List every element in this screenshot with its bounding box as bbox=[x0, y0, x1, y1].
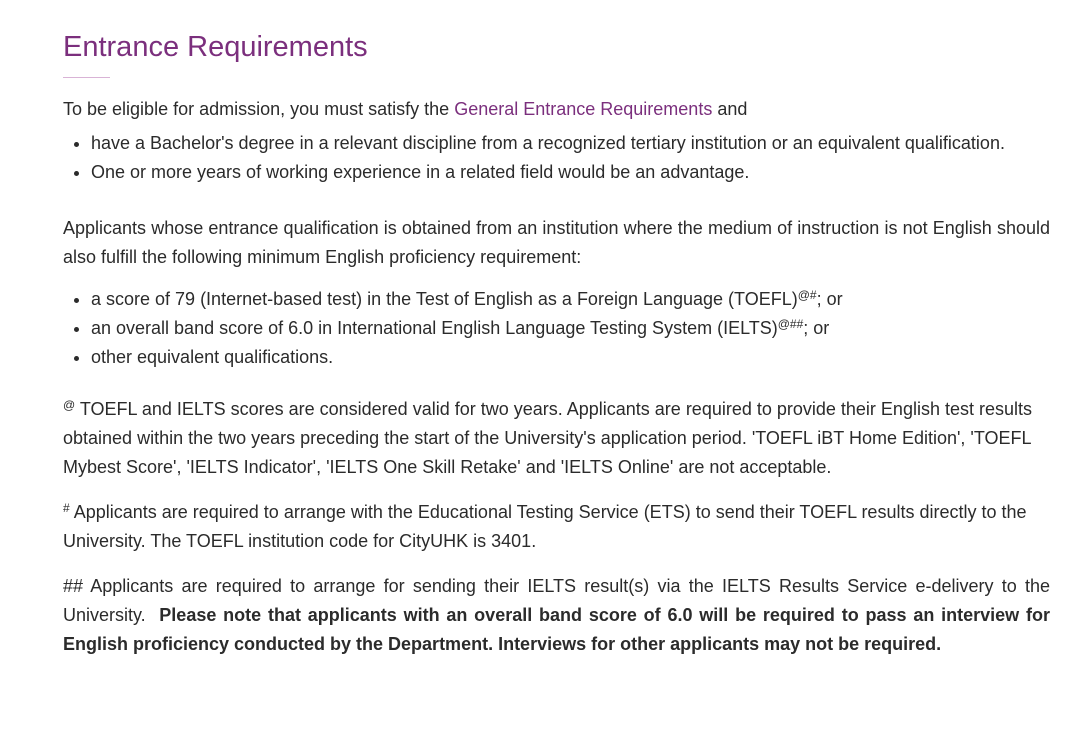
ielts-text: an overall band score of 6.0 in International English Language Testing System (IELTS) bbox=[91, 318, 778, 338]
footnote-double-hash bbox=[63, 572, 1050, 659]
footnote-at bbox=[63, 395, 1050, 482]
list-item: • have a Bachelor's degree in a relevant discipline from a recognized tertiary institution or an equivalent qualification. bbox=[91, 129, 1050, 158]
ielts-tail: ; or bbox=[803, 318, 830, 338]
footnote-hash bbox=[63, 498, 1050, 556]
general-entrance-requirements-link[interactable]: General Entrance Requirements bbox=[454, 99, 713, 119]
ielts-footnote-mark: @## bbox=[777, 317, 804, 331]
footnote-hash-text: Applicants are required to arrange with the Educational Testing Service (ETS) to send their TOEFL results directly to the University. The TOEFL institution code for CityUHK is 3401. bbox=[63, 502, 1027, 551]
toefl-requirement bbox=[91, 285, 1050, 314]
intro-text-after: and bbox=[712, 99, 748, 119]
intro-text-before: To be eligible for admission, you must satisfy the bbox=[63, 99, 455, 119]
title-divider bbox=[63, 77, 110, 78]
toefl-tail: ; or bbox=[816, 289, 843, 309]
footnote-at-mark: @ bbox=[63, 398, 76, 412]
intro-paragraph bbox=[63, 95, 1050, 124]
footnote-at-text: TOEFL and IELTS scores are considered valid for two years. Applicants are required to provide their English test results obtained within the two years preceding the start of the University's application period. 'TOEFL iBT Home Edition', 'TOEFL Mybest Score', 'IELTS Indicator', 'IELTS One Skill Retake' and 'IELTS Online' are not acceptable. bbox=[63, 399, 1032, 477]
footnote-double-hash-text: ## Applicants are required to arrange for sending their IELTS result(s) via the IELTS Results Service e-delivery to the University. bbox=[63, 576, 1050, 625]
interview-notice: Please note that applicants with an overall band score of 6.0 will be required to pass an interview for English proficiency conducted by the Department. Interviews for other applicants may not be required. bbox=[63, 605, 1050, 654]
requirements-list bbox=[63, 129, 1050, 187]
page-title: Entrance Requirements bbox=[63, 31, 368, 63]
ielts-requirement bbox=[91, 314, 1050, 343]
list-item: • One or more years of working experience in a related field would be an advantage. bbox=[91, 158, 1050, 187]
toefl-footnote-mark: @# bbox=[797, 288, 817, 302]
toefl-text: a score of 79 (Internet-based test) in the Test of English as a Foreign Language (TOEFL) bbox=[91, 289, 798, 309]
english-requirement-intro: Applicants whose entrance qualification is obtained from an institution where the medium of instruction is not English should also fulfill the following minimum English proficiency requirement: bbox=[63, 218, 1050, 267]
english-requirements-list bbox=[63, 285, 1050, 372]
other-qualifications: • other equivalent qualifications. bbox=[91, 343, 1050, 372]
footnote-hash-mark: # bbox=[63, 501, 70, 515]
